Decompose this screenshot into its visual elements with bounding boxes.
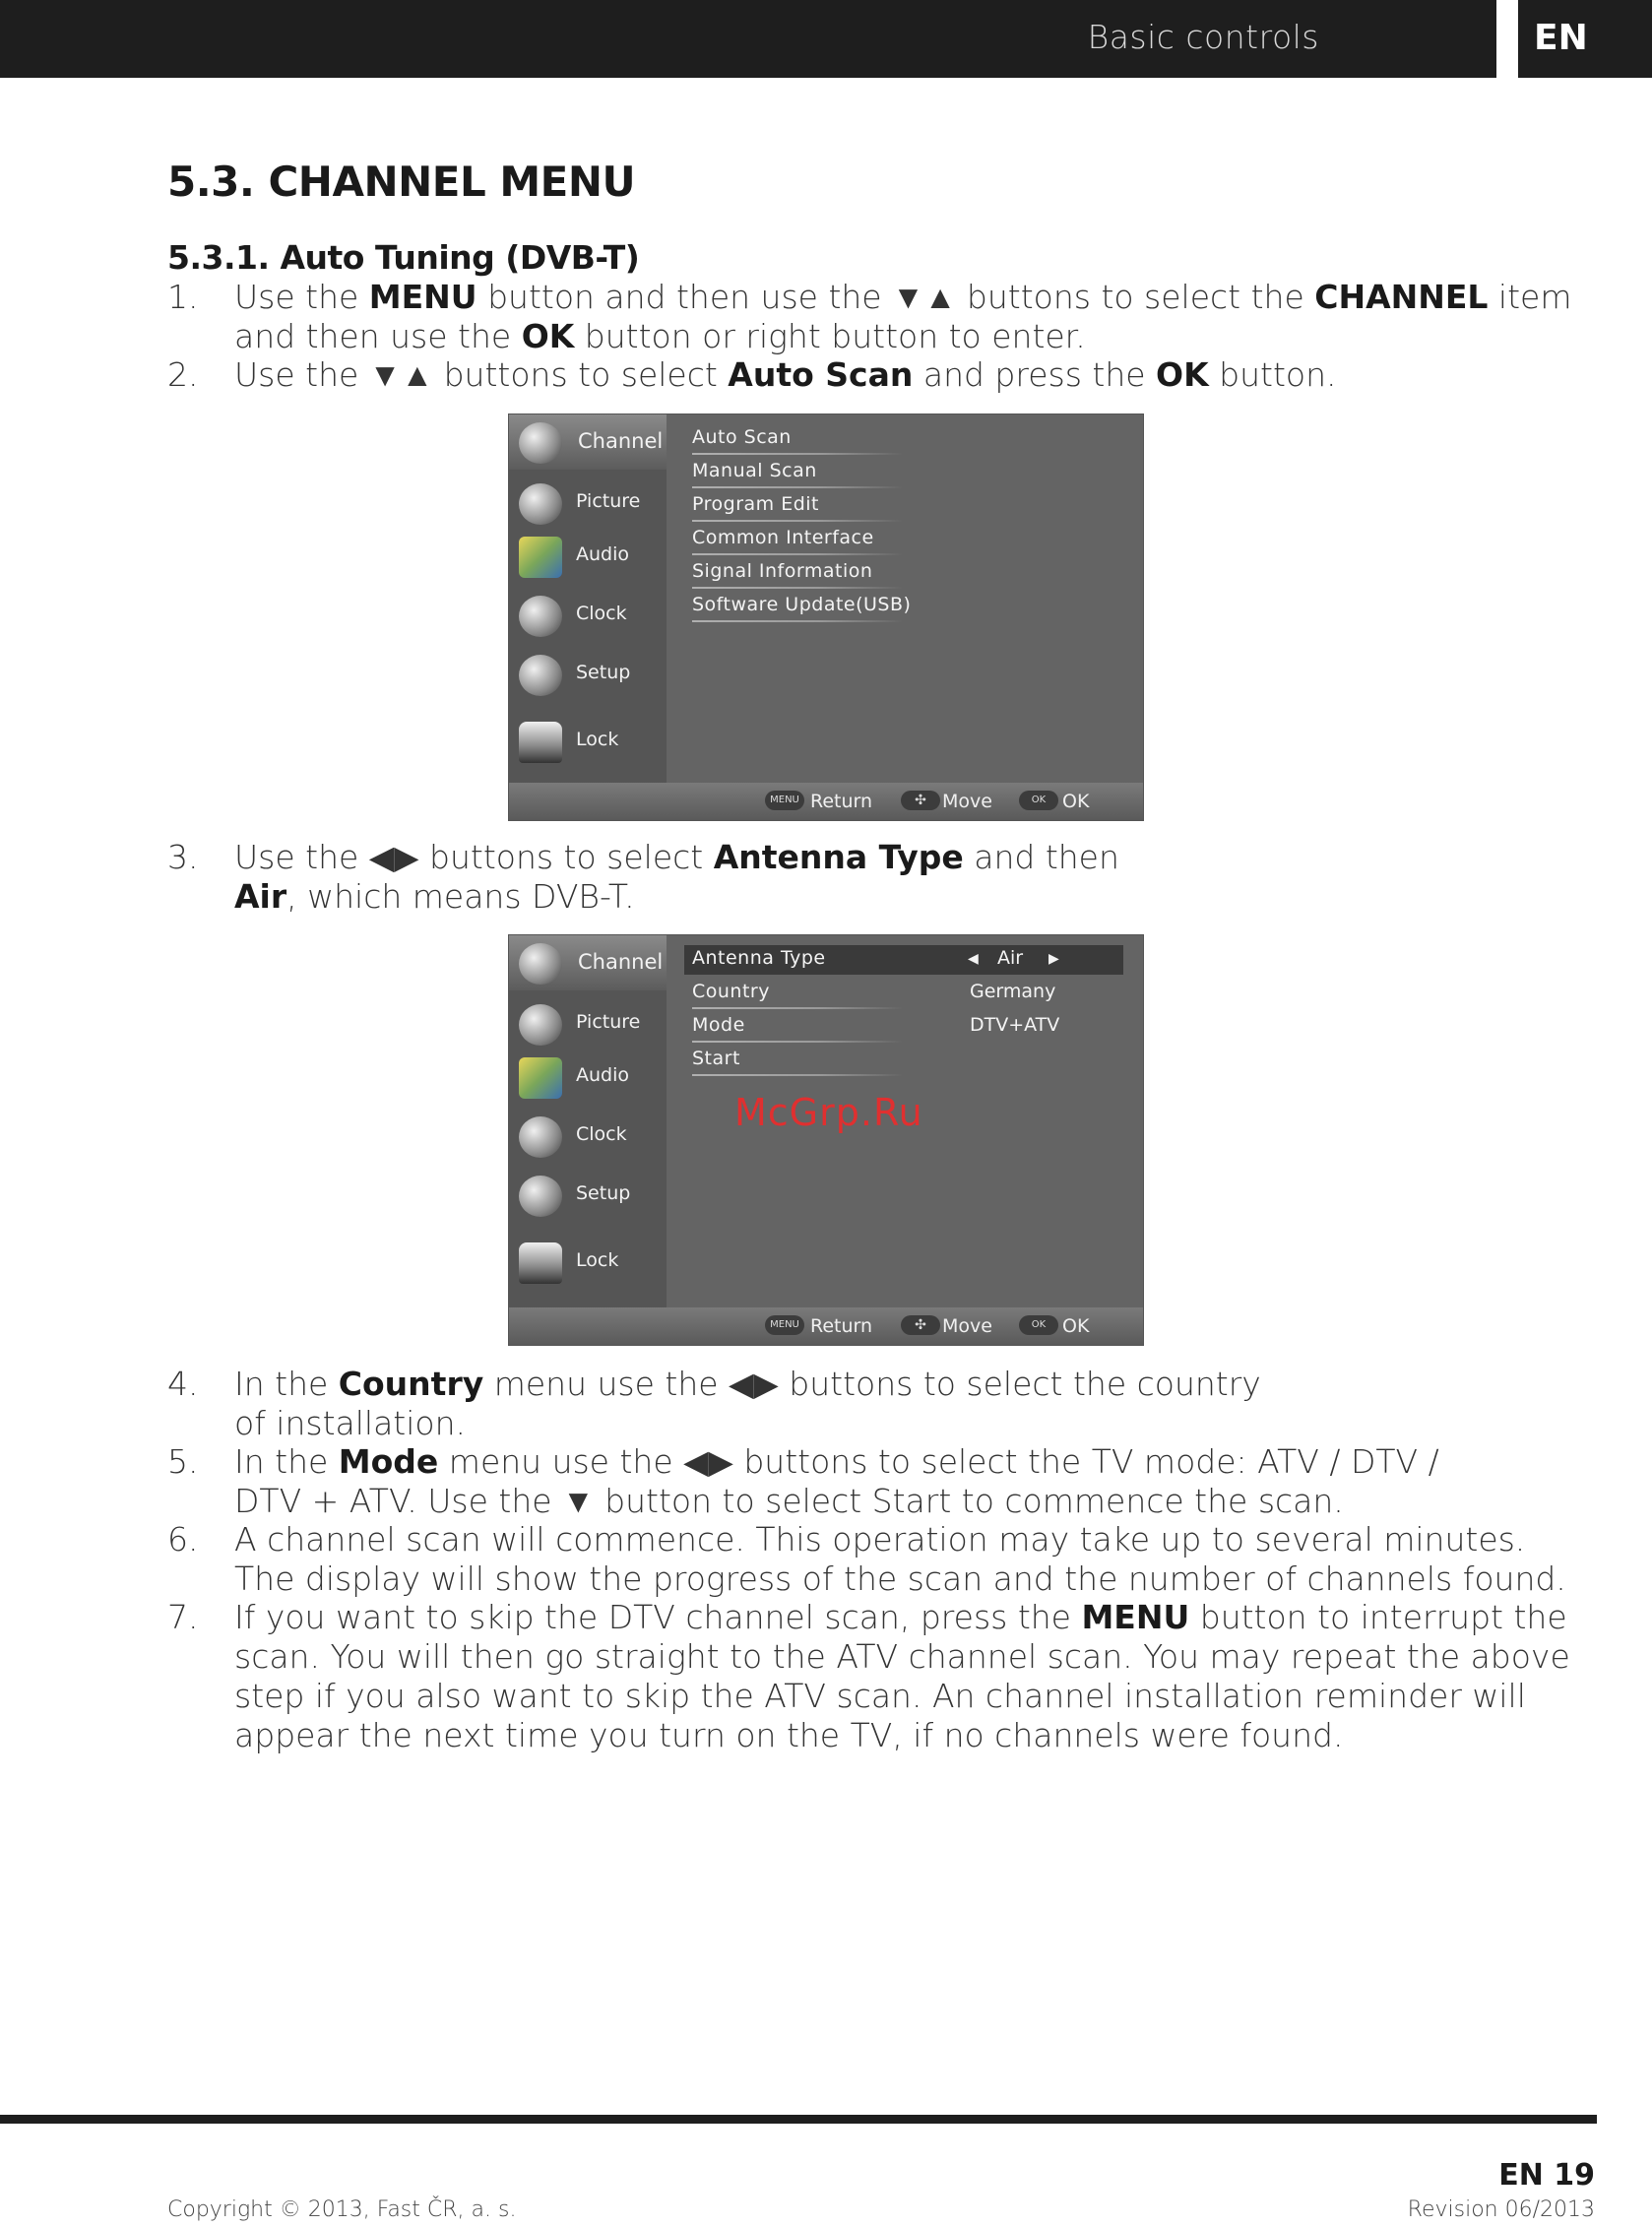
sidebar-item-lock[interactable] — [509, 714, 667, 769]
channel-icon — [519, 422, 562, 464]
setup-icon — [519, 1176, 562, 1217]
menu-item-underline — [692, 486, 903, 488]
ok-label: OK — [1062, 791, 1090, 812]
sidebar-item-setup[interactable] — [509, 647, 667, 702]
text-run: and then use the — [234, 317, 522, 355]
menu-item-label: Common Interface — [692, 527, 874, 548]
step-text — [234, 1716, 1343, 1755]
step-number: 6. — [167, 1520, 199, 1559]
step-number: 7. — [167, 1598, 199, 1636]
tv-channel-menu-screenshot — [508, 414, 1144, 821]
sidebar-item-picture[interactable] — [509, 476, 667, 531]
copyright: Copyright © 2013, Fast ČR, a. s. — [167, 2197, 517, 2222]
audio-icon — [519, 1057, 562, 1099]
step-text — [234, 278, 1571, 317]
emphasis: Country — [338, 1365, 484, 1403]
emphasis: CHANNEL — [1314, 278, 1489, 316]
sidebar-item-label: Audio — [576, 1064, 630, 1086]
step-number: 1. — [167, 278, 199, 316]
move-label: Move — [942, 1315, 992, 1337]
sidebar-item-clock[interactable] — [509, 1109, 667, 1164]
sidebar-item-clock[interactable] — [509, 588, 667, 643]
return-label: Return — [810, 1315, 873, 1337]
text-run: of installation. — [234, 1404, 466, 1442]
menu-item-value: DTV+ATV — [970, 1014, 1060, 1036]
menu-item-underline — [692, 1007, 903, 1009]
menu-sidebar — [509, 414, 667, 785]
step-text — [234, 838, 1119, 877]
text-run: A channel scan will commence. This operation may take up to several minutes. — [234, 1520, 1526, 1559]
step-number: 3. — [167, 838, 199, 876]
step-text — [234, 317, 1086, 356]
ok-key-icon: OK — [1019, 1315, 1058, 1335]
emphasis: MENU — [368, 278, 477, 316]
menu-item-value: Air — [997, 947, 1024, 969]
step-number: 4. — [167, 1365, 199, 1403]
menu-key-icon: MENU — [765, 791, 804, 810]
menu-item-label: Country — [692, 981, 770, 1002]
sidebar-item-audio[interactable] — [509, 1050, 667, 1105]
header-section-title: Basic controls — [1087, 18, 1319, 56]
step-text — [234, 1520, 1525, 1559]
sidebar-item-label: Clock — [576, 1123, 627, 1145]
clock-icon — [519, 596, 562, 637]
text-run: Use the ▼▲ buttons to select — [234, 355, 729, 394]
text-run: DTV + ATV. Use the ▼ button to select Start to commence the scan. — [234, 1482, 1344, 1520]
watermark: McGrp.Ru — [734, 1091, 923, 1134]
menu-item-underline — [692, 453, 903, 455]
menu-bottom-bar — [509, 1307, 1143, 1345]
lock-icon — [519, 722, 562, 763]
text-run: scan. You will then go straight to the ATV channel scan. You may repeat the above — [234, 1637, 1570, 1676]
sidebar-item-label: Lock — [576, 1249, 619, 1271]
header-bar — [0, 0, 1496, 78]
menu-item-label: Software Update(USB) — [692, 594, 912, 615]
tv-auto-scan-menu-screenshot — [508, 934, 1144, 1346]
text-run: menu use the ◀▶ buttons to select the country — [483, 1365, 1261, 1403]
text-run: button and then use the ▼▲ buttons to select the — [477, 278, 1315, 316]
menu-item-label: Start — [692, 1048, 740, 1069]
menu-item-label: Program Edit — [692, 493, 819, 515]
audio-icon — [519, 537, 562, 578]
step-text — [234, 1559, 1566, 1599]
sidebar-item-label: Picture — [576, 1011, 641, 1033]
sidebar-item-setup[interactable] — [509, 1168, 667, 1223]
text-run: If you want to skip the DTV channel scan, press the — [234, 1598, 1082, 1636]
emphasis: Auto Scan — [728, 355, 914, 394]
menu-item-underline — [692, 1041, 903, 1043]
picture-icon — [519, 483, 562, 525]
arrow-right-icon[interactable]: ▶ — [1048, 951, 1059, 967]
menu-item-label: Signal Information — [692, 560, 873, 582]
step-text — [234, 1637, 1570, 1677]
text-run: button. — [1208, 355, 1337, 394]
text-run: and then — [963, 838, 1119, 876]
sidebar-item-picture[interactable] — [509, 996, 667, 1051]
step-number: 2. — [167, 355, 199, 394]
sidebar-item-label: Setup — [576, 662, 631, 683]
lock-icon — [519, 1242, 562, 1284]
menu-item-underline — [692, 620, 903, 622]
text-run: step if you also want to skip the ATV scan. An channel installation reminder will — [234, 1677, 1526, 1715]
step-text — [234, 1442, 1439, 1482]
menu-item-underline — [692, 553, 903, 555]
channel-icon — [519, 943, 562, 985]
sidebar-item-channel[interactable] — [509, 935, 667, 990]
move-label: Move — [942, 791, 992, 812]
step-number: 5. — [167, 1442, 199, 1481]
step-text — [234, 1677, 1526, 1716]
sidebar-item-label: Clock — [576, 603, 627, 624]
return-label: Return — [810, 791, 873, 812]
step-text — [234, 1365, 1261, 1404]
menu-item-underline — [692, 587, 903, 589]
emphasis: OK — [521, 317, 575, 355]
sidebar-item-audio[interactable] — [509, 529, 667, 584]
footer-rule — [0, 2115, 1597, 2124]
step-text — [234, 355, 1337, 395]
menu-item-underline — [692, 520, 903, 522]
step-text — [234, 877, 635, 917]
step-text — [234, 1598, 1567, 1637]
emphasis: Air — [234, 877, 287, 916]
sidebar-item-label: Picture — [576, 490, 641, 512]
text-run: item — [1488, 278, 1572, 316]
text-run: In the — [234, 1365, 339, 1403]
text-run: appear the next time you turn on the TV, if no channels were found. — [234, 1716, 1344, 1754]
arrow-left-icon[interactable]: ◀ — [968, 951, 979, 967]
emphasis: Antenna Type — [713, 838, 964, 876]
setup-icon — [519, 655, 562, 696]
subsection-title: 5.3.1. Auto Tuning (DVB-T) — [167, 238, 640, 277]
language-tab: EN — [1518, 0, 1652, 78]
sidebar-item-lock[interactable] — [509, 1235, 667, 1290]
menu-item-underline — [692, 1074, 903, 1076]
step-text — [234, 1482, 1344, 1521]
ok-key-icon: OK — [1019, 791, 1058, 810]
move-key-icon: ✣ — [901, 1315, 940, 1335]
menu-item-label: Manual Scan — [692, 460, 817, 481]
sidebar-item-label: Setup — [576, 1182, 631, 1204]
menu-item-antenna-type[interactable] — [684, 945, 1123, 975]
picture-icon — [519, 1004, 562, 1046]
sidebar-item-label: Channel — [578, 429, 664, 453]
text-run: The display will show the progress of the scan and the number of channels found. — [234, 1559, 1566, 1598]
emphasis: OK — [1156, 355, 1209, 394]
move-key-icon: ✣ — [901, 791, 940, 810]
text-run: In the — [234, 1442, 339, 1481]
sidebar-item-label: Lock — [576, 729, 619, 750]
menu-bottom-bar — [509, 783, 1143, 820]
text-run: Use the ◀▶ buttons to select — [234, 838, 714, 876]
menu-key-icon: MENU — [765, 1315, 804, 1335]
menu-item-label: Auto Scan — [692, 426, 792, 448]
emphasis: MENU — [1081, 1598, 1190, 1636]
text-run: and press the — [913, 355, 1157, 394]
revision: Revision 06/2013 — [1407, 2197, 1595, 2222]
section-title: 5.3. CHANNEL MENU — [167, 158, 636, 206]
sidebar-item-channel[interactable] — [509, 414, 667, 470]
text-run: menu use the ◀▶ buttons to select the TV mode: ATV / DTV / — [438, 1442, 1439, 1481]
menu-item-label: Mode — [692, 1014, 745, 1036]
page-number: EN 19 — [1498, 2158, 1595, 2193]
step-text — [234, 1404, 466, 1443]
sidebar-item-label: Audio — [576, 543, 630, 565]
text-run: button or right button to enter. — [574, 317, 1086, 355]
sidebar-item-label: Channel — [578, 950, 664, 974]
emphasis: Mode — [338, 1442, 439, 1481]
menu-item-label: Antenna Type — [692, 947, 826, 969]
menu-item-value: Germany — [970, 981, 1056, 1002]
text-run: , which means DVB-T. — [286, 877, 635, 916]
menu-sidebar — [509, 935, 667, 1309]
ok-label: OK — [1062, 1315, 1090, 1337]
clock-icon — [519, 1116, 562, 1158]
text-run: button to interrupt the — [1189, 1598, 1567, 1636]
text-run: Use the — [234, 278, 369, 316]
